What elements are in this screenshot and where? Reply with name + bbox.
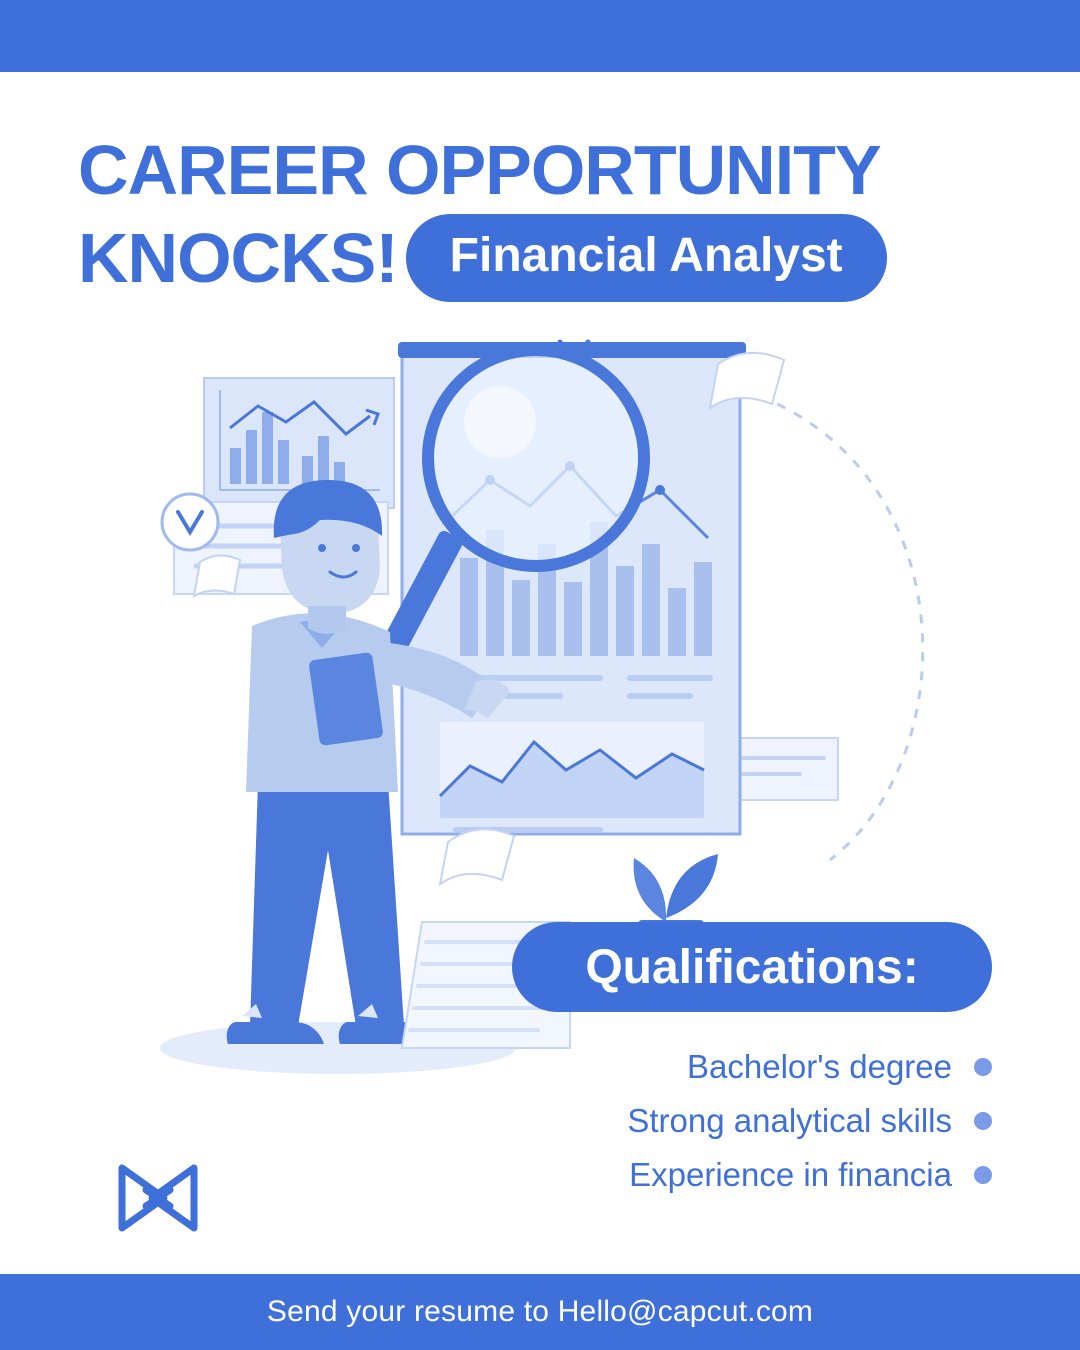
qualifications-list	[472, 1048, 992, 1210]
headline-block	[78, 132, 1008, 302]
bullet-dot-icon	[974, 1112, 992, 1130]
footer-contact-text: Send your resume to Hello@capcut.com	[266, 1295, 814, 1328]
list-item	[472, 1048, 992, 1086]
qualification-text: Bachelor's degree	[687, 1048, 952, 1085]
headline-line-2: KNOCKS!	[78, 219, 398, 297]
headline-row-2	[78, 214, 1008, 302]
bullet-dot-icon	[974, 1166, 992, 1184]
capcut-logo-icon	[112, 1160, 204, 1236]
qualification-text: Experience in financia	[629, 1156, 952, 1193]
qualification-text: Strong analytical skills	[627, 1102, 952, 1139]
headline-line-1: CAREER OPPORTUNITY	[78, 131, 881, 209]
role-pill: Financial Analyst	[406, 214, 887, 302]
list-item	[472, 1102, 992, 1140]
bullet-dot-icon	[974, 1058, 992, 1076]
list-item	[472, 1156, 992, 1194]
top-accent-bar	[0, 0, 1080, 72]
footer-bar	[0, 1274, 1080, 1350]
qualifications-pill	[512, 922, 992, 1012]
qualifications-title: Qualifications:	[585, 940, 919, 994]
